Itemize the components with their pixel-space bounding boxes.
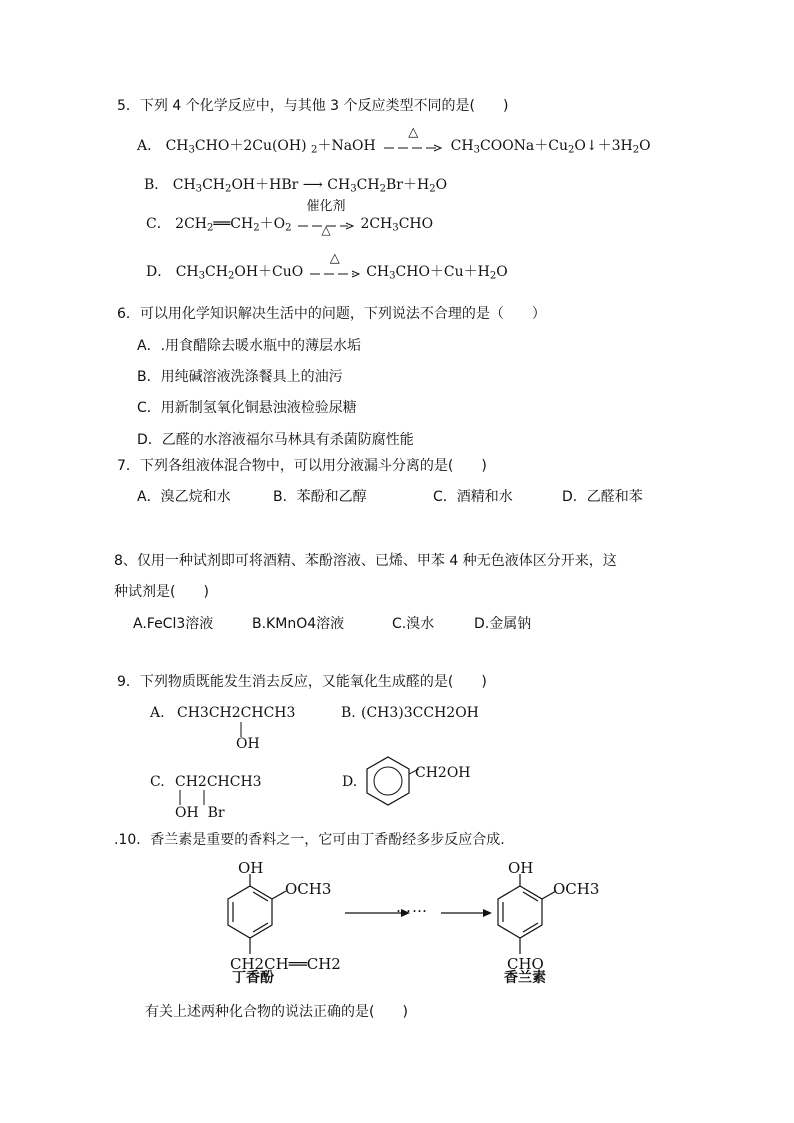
q7-option-b: B．苯酚和乙醇: [273, 489, 367, 505]
q5-c-arrow: [298, 199, 354, 237]
q9-option-c-substituents: OH Br: [175, 805, 225, 821]
vanillin-och3: OCH3: [553, 880, 600, 898]
q5-option-a: [137, 125, 651, 157]
q5-option-d: [146, 251, 508, 283]
q8-option-d: D.金属钠: [474, 616, 532, 632]
vanillin-cho: CHO: [507, 955, 544, 973]
reaction-arrow-icon: [310, 269, 360, 279]
q8-option-a: A.FeCl3溶液: [133, 616, 214, 632]
q9-option-b-formula: (CH3)3CCH2OH: [361, 705, 479, 721]
q5-c-label: C．: [146, 216, 171, 232]
vanillin-oh: OH: [508, 859, 534, 877]
q10-stem: .10．香兰素是重要的香料之一，它可由丁香酚经多步反应合成.: [114, 832, 505, 848]
vanillin-ring-icon: [490, 872, 560, 962]
heat-symbol: △: [329, 251, 340, 266]
eugenol-name: 丁香酚: [232, 970, 274, 986]
q7-option-c: C．酒精和水: [433, 489, 513, 505]
q7-option-d: D．乙醛和苯: [562, 489, 643, 505]
q8-option-c: C.溴水: [392, 616, 435, 632]
q5-c-left: $2CH_2══CH_2+O_2$: [175, 216, 292, 234]
q5-c-right: $2CH_3CHO$: [360, 216, 434, 234]
q5-d-left: $CH_3CH_2OH+CuO$: [175, 264, 304, 282]
vanillin-name: 香兰素: [504, 970, 546, 986]
q5-stem: 5．下列 4 个化学反应中，与其他 3 个反应类型不同的是( ): [117, 98, 509, 114]
q7-option-a: A．溴乙烷和水: [137, 489, 231, 505]
q9-stem: 9．下列物质既能发生消去反应，又能氧化生成醛的是( ): [117, 674, 487, 690]
heat-symbol: △: [408, 125, 419, 140]
q5-b-label: B．: [144, 177, 169, 193]
q8-stem-line1: 8、仅用一种试剂即可将酒精、苯酚溶液、已烯、甲苯 4 种无色液体区分开来，这: [114, 553, 617, 569]
eugenol-oh: OH: [238, 859, 264, 877]
q9-option-b-label: B.: [341, 705, 356, 721]
q5-d-arrow: [310, 251, 360, 277]
q5-d-right: $CH_3CHO+Cu+H_2O$: [366, 264, 508, 282]
q5-option-b: [144, 177, 447, 196]
q5-a-right: $CH_3COONa+Cu_2O↓+3H_2O$: [450, 138, 651, 156]
q8-option-b: B.KMnO4溶液: [252, 616, 345, 632]
q9-option-a-formula: CH3CH2CHCH3: [177, 705, 296, 721]
q9-option-d-label: D.: [342, 774, 358, 790]
q5-a-arrow: [384, 125, 442, 151]
q9-option-a-label: A.: [150, 705, 165, 721]
eugenol-ring-icon: [220, 872, 290, 962]
q6-option-d: D．乙醛的水溶液福尔马林具有杀菌防腐性能: [137, 432, 414, 448]
q5-d-label: D．: [146, 264, 172, 280]
q9-option-d-group: CH2OH: [415, 765, 471, 781]
reaction-steps-dots: ……: [396, 898, 428, 916]
q9-option-c-formula: CH2CHCH3: [175, 774, 262, 790]
q6-stem: 6．可以用化学知识解决生活中的问题，下列说法不合理的是（ ）: [117, 306, 546, 322]
q6-option-c: C．用新制氢氧化铜悬浊液检验尿糖: [137, 400, 357, 416]
catalyst-label: 催化剂: [306, 199, 346, 214]
eugenol-chain: CH2CH══CH2: [230, 955, 341, 973]
arrow-right-icon: [441, 908, 493, 918]
reaction-arrow-icon: [384, 143, 442, 153]
q9-c-bond-lines: [177, 790, 207, 806]
q5-b-text: $CH_3CH_2OH+HBr$ ⟶ $CH_3CH_2Br+H_2O$: [172, 177, 448, 195]
q9-option-a-oh: OH: [236, 736, 260, 752]
q8-stem-line2: 种试剂是( ): [114, 584, 209, 600]
eugenol-och3: OCH3: [285, 880, 332, 898]
q5-option-c: [146, 199, 434, 237]
q6-option-b: B．用纯碱溶液洗涤餐具上的油污: [137, 369, 343, 385]
benzene-ring-icon: [362, 755, 414, 807]
q7-stem: 7．下列各组液体混合物中，可以用分液漏斗分离的是( ): [117, 458, 487, 474]
q9-option-c-label: C.: [150, 774, 165, 790]
q10-question: 有关上述两种化合物的说法正确的是( ): [145, 1004, 408, 1020]
q5-a-left: $CH_3CHO+2Cu(OH)$ $_2$＋NaOH: [165, 138, 376, 156]
heat-symbol: △: [321, 223, 331, 237]
q6-option-a: A．.用食醋除去暖水瓶中的薄层水垢: [137, 338, 362, 354]
q5-a-label: A．: [137, 138, 162, 154]
